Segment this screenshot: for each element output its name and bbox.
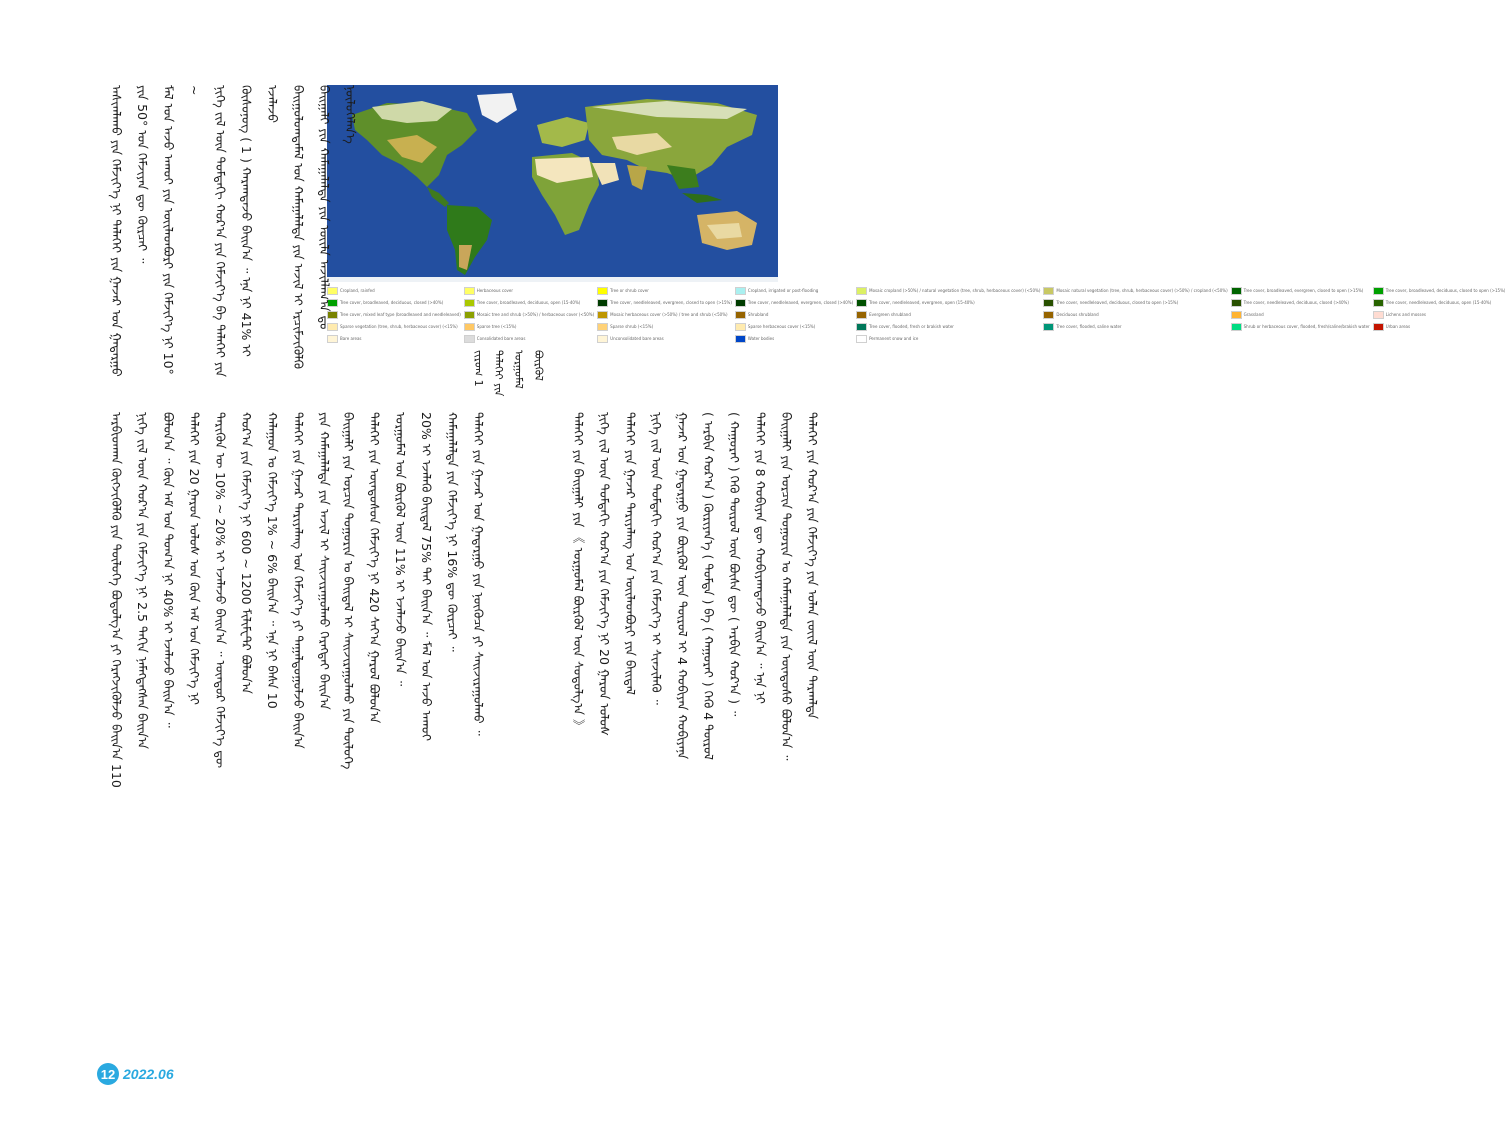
legend-swatch — [464, 323, 475, 331]
legend-item — [1231, 285, 1370, 296]
legend-label: Permanent snow and ice — [869, 336, 919, 341]
legend-label: Lichens and mosses — [1385, 312, 1426, 317]
legend-label: Tree cover, broadleaved, deciduous, closed to open (>15%) — [1385, 288, 1505, 293]
legend-swatch — [856, 299, 867, 307]
legend-item — [464, 285, 594, 296]
legend-label: Consolidated bare areas — [476, 336, 526, 341]
legend-label: Tree cover, needleleaved, evergreen, closed (>40%) — [747, 300, 854, 305]
legend-item — [856, 309, 1040, 320]
legend-swatch — [597, 323, 608, 331]
world-land-cover-map — [327, 85, 778, 282]
legend-label: Sparse shrub (<15%) — [610, 324, 654, 329]
legend-swatch — [597, 335, 608, 343]
legend-item — [327, 285, 461, 296]
legend-label: Tree cover, needleleaved, evergreen, closed to open (>15%) — [610, 300, 732, 305]
text-column-top: ᠠᠰᠢᠭᠯᠠᠬᠤ ᠶᠢᠨ ᠬᠡᠮᠵᠢᠶ᠎ᠡ ᠨᠢ ᠳᠡᠯᠡᠬᠡᠢ ᠶᠢᠨ ᠭᠠᠵᠠᠷ ᠤᠨ ᠭᠠᠳᠠᠷᠭᠤ ᠶᠢᠨ 50° ᠤᠨ ᠬᠡᠮᠵᠢᠶᠡᠨ ᠳᠦ ᠬᠦᠷᠴᠡᠢ ᠃ ᠮᠠᠯ ᠤᠨ ᠠᠵᠤ ᠠᠬᠤᠢ ᠶᠢᠨ ᠦᠢᠯᠡᠳᠪᠦᠷᠢ ᠶᠢᠨ ᠬᠡᠮᠵᠢᠶ᠎ᠡ ᠨᠢ 10° ~ ᠨᠢᠭᠡ ᠵᠢᠯ ᠦᠨ ᠳᠤᠮᠳᠠᠬᠢ ᠬᠤᠷ᠎ᠠ ᠶᠢᠨ ᠬᠡᠮᠵᠢᠶ᠎ᠡ ᠪᠠ ᠳᠡᠯᠡᠬᠡᠢ ᠶᠢᠨ ᠬᠦᠰᠦᠨᠦᠭ ( 1 ) ᠬᠠᠷᠠᠭᠳᠠᠵᠤ ᠪᠠᠢᠨ᠎ᠠ ᠃ ᠡᠨᠡ ᠨᠢ 41% ᠢ ᠡᠵᠡᠯᠡᠵᠦ ᠪᠠᠢᠭᠤᠯᠤᠭᠳᠠᠮᠠᠯ ᠤᠨ ᠬᠠᠮᠠᠭᠠᠯᠠᠯᠲᠠ ᠶᠢᠨ ᠠᠵᠢᠯ ᠢ ᠡᠷᠴᠢᠮᠵᠢᠭᠦᠯᠬᠦ ᠪᠠᠢᠭᠠᠯᠢ ᠶᠢᠨ ᠬᠠᠮᠠᠭᠠᠯᠠᠯᠲᠠ ᠶᠢᠨ ᠦᠢᠯᠡ ᠠᠵᠢᠯᠯᠠᠭ᠎ᠠ ᠳᠤ ᠨᠥᠯᠦᠭᠡᠯᠡᠨ᠎ᠡ — [109, 85, 358, 377]
legend-item — [464, 333, 594, 344]
legend-swatch — [735, 299, 746, 307]
legend-swatch — [597, 287, 608, 295]
legend-label: Grassland — [1243, 312, 1264, 317]
legend-item — [597, 333, 732, 344]
legend-label: Tree cover, broadleaved, deciduous, closed (>40%) — [340, 300, 444, 305]
legend-label: Cropland, rainfed — [340, 288, 375, 293]
legend-label: Evergreen shrubland — [869, 312, 911, 317]
legend-swatch — [856, 311, 867, 319]
legend-item — [597, 297, 732, 308]
legend-label: Tree cover, broadleaved, evergreen, closed to open (>15%) — [1243, 288, 1364, 293]
legend-swatch — [597, 311, 608, 319]
legend-swatch — [464, 299, 475, 307]
legend-label: Sparse herbaceous cover (<15%) — [747, 324, 816, 329]
legend-swatch — [1231, 287, 1242, 295]
legend-item — [327, 321, 461, 332]
figure-caption: ᠵᠢᠷᠤᠭ 1 ᠳᠡᠯᠡᠬᠡᠢ ᠶᠢᠨ ᠤᠷᠭᠤᠮᠠᠯ ᠪᠦᠷᠬᠦᠯ — [472, 350, 545, 400]
legend-swatch — [735, 287, 746, 295]
legend-swatch — [1373, 323, 1384, 331]
legend-item — [597, 321, 732, 332]
legend-swatch — [464, 311, 475, 319]
legend-swatch — [735, 323, 746, 331]
legend-item — [1373, 309, 1505, 320]
page-footer — [97, 1060, 174, 1088]
legend-swatch — [1373, 311, 1384, 319]
legend-swatch — [327, 335, 338, 343]
legend-item — [735, 309, 853, 320]
legend-label: Sparse tree (<15%) — [476, 324, 517, 329]
legend-swatch — [735, 335, 746, 343]
legend-swatch — [1043, 299, 1054, 307]
land-cover-figure — [327, 85, 1505, 348]
legend-item — [1043, 309, 1227, 320]
legend-item — [597, 309, 732, 320]
legend-swatch — [464, 287, 475, 295]
legend-swatch — [856, 335, 867, 343]
legend-item — [1231, 297, 1370, 308]
legend-item — [597, 285, 732, 296]
legend-item — [735, 321, 853, 332]
legend-swatch — [1043, 323, 1054, 331]
legend-label: Tree cover, needleleaved, evergreen, open (15-40%) — [869, 300, 975, 305]
legend-item — [735, 333, 853, 344]
legend-swatch — [1043, 311, 1054, 319]
text-column-right: ᠳᠡᠯᠡᠬᠡᠢ ᠶᠢᠨ ᠪᠠᠢᠭᠠᠯᠢ ᠶᠢᠨ 《 ᠤᠷᠭᠤᠮᠠᠯ ᠪᠦᠷᠬᠦᠯ ᠦᠨ ᠰᠤᠳᠤᠯᠭ᠎ᠠ 》 ᠨᠢᠭᠡ ᠵᠢᠯ ᠦᠨ ᠳᠤᠮᠳᠠᠬᠢ ᠬᠤᠷ᠎ᠠ ᠶᠢᠨ ᠬᠡᠮᠵᠢᠶ᠎ᠡ ᠨᠢ 20 ᠭᠠᠷᠤᠨ ᠤᠯᠤᠰ ᠳᠡᠯᠡᠬᠡᠢ ᠶᠢᠨ ᠭᠠᠵᠠᠷ ᠲᠠᠷᠢᠶᠠᠯᠠᠩ ᠤᠨ ᠦᠢᠯᠡᠳᠪᠦᠷᠢ ᠶᠢᠨ ᠪᠠᠢᠳᠠᠯ ᠨᠢᠭᠡ ᠵᠢᠯ ᠦᠨ ᠳᠤᠮᠳᠠᠬᠢ ᠬᠤᠷ᠎ᠠ ᠶᠢᠨ ᠬᠡᠮᠵᠢᠶ᠎ᠡ ᠢ ᠰᠢᠨᠵᠢᠯᠡᠬᠦ ᠃ ᠭᠠᠵᠠᠷ ᠤᠨ ᠭᠠᠳᠠᠷᠭᠤ ᠶᠢᠨ ᠪᠦᠷᠬᠦᠯ ᠦᠨ ᠲᠥᠷᠦᠯ ᠢ 4 ᠬᠤᠪᠢᠶᠠᠨ ᠬᠤᠪᠢᠶᠠᠨᠠ ( ᠠᠷᠪᠢᠨ ᠬᠤᠷ᠎ᠠ ) ᠬᠦᠷᠢᠶᠡᠨ᠎ᠡ ( ᠳᠤᠮᠳᠠ ) ᠪᠠ ( ᠬᠠᠭᠤᠷᠠᠢ ) ᠭᠡᠬᠦ 4 ᠲᠥᠷᠦᠯ ( ᠬᠠᠭᠤᠷᠠᠢ ) ᠭᠡᠬᠦ ᠲᠥᠷᠦᠯ ᠦᠨ ᠪᠦᠰᠡ ᠳᠦ ( ᠠᠷᠪᠢᠨ ᠬᠤᠷ᠎ᠠ ) ᠃ ᠳᠡᠯᠡᠬᠡᠢ ᠶᠢᠨ 8 ᠬᠤᠪᠢᠶᠠᠨ ᠳᠦ ᠬᠤᠪᠢᠶᠠᠭᠳᠠᠵᠤ ᠪᠠᠢᠨ᠎ᠠ ᠃ ᠡᠨᠡ ᠨᠢ ᠪᠠᠢᠭᠠᠯᠢ ᠶᠢᠨ ᠣᠷᠴᠢᠨ ᠲᠣᠭᠤᠷᠢᠨ ᠤ ᠬᠠᠮᠠᠭᠠᠯᠠᠯᠲᠠ ᠶᠢᠨ ᠦᠨᠳᠦᠰᠦ ᠪᠣᠯᠤᠨ᠎ᠠ ᠃ ᠳᠡᠯᠡᠬᠡᠢ ᠶᠢᠨ ᠬᠤᠷ᠎ᠠ ᠶᠢᠨ ᠬᠡᠮᠵᠢᠶ᠎ᠡ ᠶᠢᠨ ᠣᠯᠠᠨ ᠵᠦᠢᠯ ᠦᠨ ᠲᠠᠷᠬᠠᠯᠲᠠ — [571, 412, 820, 761]
legend-label: Bare areas — [340, 336, 362, 341]
legend-label: Unconsolidated bare areas — [610, 336, 664, 341]
legend-label: Cropland, irrigated or post-flooding — [747, 288, 819, 293]
world-map-graphic — [327, 85, 778, 282]
legend-item — [1373, 285, 1505, 296]
legend-label: Herbaceous cover — [476, 288, 514, 293]
legend-label: Mosaic natural vegetation (tree, shrub, herbaceous cover) (>50%) / cropland (<50%) — [1056, 288, 1228, 293]
legend-label: Urban areas — [1385, 324, 1411, 329]
legend-swatch — [856, 287, 867, 295]
legend-item — [856, 333, 1040, 344]
legend-label: Water bodies — [747, 336, 775, 341]
legend-item — [327, 297, 461, 308]
legend-swatch — [735, 311, 746, 319]
legend-item — [856, 297, 1040, 308]
legend-item — [1373, 297, 1505, 308]
legend-label: Mosaic herbaceous cover (>50%) / tree and shrub (<50%) — [610, 312, 728, 317]
legend-label: Shrub or herbaceous cover, flooded, fresh/saline/brakish water — [1243, 324, 1370, 329]
legend-swatch — [1373, 287, 1384, 295]
legend-item — [735, 297, 853, 308]
legend-label: Tree cover, needleleaved, deciduous, closed (>40%) — [1243, 300, 1349, 305]
legend-item — [1231, 309, 1370, 320]
legend-label: Tree cover, mixed leaf type (broadleaved and needleleaved) — [340, 312, 461, 317]
legend-label: Mosaic cropland (>50%) / natural vegetation (tree, shrub, herbaceous cover) (<50%) — [869, 288, 1041, 293]
legend-item — [735, 285, 853, 296]
page-number-badge: 12 — [97, 1063, 119, 1085]
legend-item — [1373, 321, 1505, 332]
legend-label: Shrubland — [747, 312, 769, 317]
legend-swatch — [1231, 311, 1242, 319]
legend-item — [1043, 321, 1227, 332]
legend-label: Tree cover, flooded, saline water — [1056, 324, 1122, 329]
legend-label: Mosaic tree and shrub (>50%) / herbaceous cover (<50%) — [476, 312, 595, 317]
legend-item — [327, 333, 461, 344]
legend-item — [1043, 297, 1227, 308]
legend-swatch — [1043, 287, 1054, 295]
legend-item — [856, 285, 1040, 296]
legend-swatch — [1373, 299, 1384, 307]
legend-swatch — [856, 323, 867, 331]
legend-swatch — [597, 299, 608, 307]
legend-item — [1231, 321, 1370, 332]
legend-item — [464, 309, 594, 320]
legend-item — [464, 321, 594, 332]
legend-swatch — [464, 335, 475, 343]
legend-swatch — [1231, 299, 1242, 307]
legend-label: Tree or shrub cover — [610, 288, 649, 293]
legend-swatch — [1231, 323, 1242, 331]
legend-label: Tree cover, flooded, fresh or brakish water — [869, 324, 954, 329]
legend-item — [1043, 285, 1227, 296]
map-legend — [327, 285, 1505, 345]
legend-label: Deciduous shrubland — [1056, 312, 1099, 317]
legend-label: Tree cover, needleleaved, deciduous, closed to open (>15%) — [1056, 300, 1179, 305]
legend-item — [327, 309, 461, 320]
legend-label: Tree cover, broadleaved, deciduous, open (15-40%) — [476, 300, 581, 305]
issue-date: 2022.06 — [123, 1066, 174, 1082]
legend-label: Tree cover, needleleaved, deciduous, open (15-40%) — [1385, 300, 1492, 305]
legend-item — [464, 297, 594, 308]
legend-label: Sparse vegetation (tree, shrub, herbaceous cover) (<15%) — [340, 324, 458, 329]
legend-item — [856, 321, 1040, 332]
text-column-left: ᠠᠷᠪᠢᠳᠬᠠᠨ ᠬᠦᠭᠵᠢᠭᠦᠯᠬᠦ ᠶᠢᠨ ᠲᠦᠯᠦᠭᠡ ᠪᠣᠳᠣᠯᠭ᠎ᠠ ᠶᠢ ᠬᠡᠷᠡᠭᠵᠢᠭᠦᠯᠵᠦ ᠪᠠᠢᠨ᠎ᠠ 110 ᠨᠢᠭᠡ ᠵᠢᠯ ᠦᠨ ᠬᠤᠷ᠎ᠠ ᠶᠢᠨ ᠬᠡᠮᠵᠢᠶ᠎ᠡ ᠨᠢ 2.5 ᠳᠠᠬᠢᠨ ᠨᠡᠮᠡᠭᠳᠡᠭᠰᠡᠨ ᠪᠠᠢᠨ᠎ᠠ ᠪᠣᠯᠤᠨ᠎ᠠ ᠃ ᠬᠦᠨ ᠠᠮ ᠤᠨ ᠲᠣᠭ᠎ᠠ ᠨᠢ 40% ᠢ ᠡᠵᠡᠯᠡᠵᠦ ᠪᠠᠢᠨ᠎ᠠ ᠃ ᠳᠡᠯᠡᠬᠡᠢ ᠶᠢᠨ 20 ᠭᠠᠷᠤᠨ ᠤᠯᠤᠰ ᠤᠨ ᠬᠦᠨ ᠠᠮ ᠤᠨ ᠬᠡᠮᠵᠢᠶ᠎ᠡ ᠨᠢ ᠲᠡᠷᠢᠭᠦᠨ ᠦ 10% ~ 20% ᠢ ᠡᠵᠡᠯᠡᠵᠦ ᠪᠠᠢᠨ᠎ᠠ ᠃ ᠦᠨᠳᠦᠷ ᠬᠡᠮᠵᠢᠶ᠎ᠡ ᠳᠦ ᠬᠤᠷ᠎ᠠ ᠶᠢᠨ ᠬᠡᠮᠵᠢᠶ᠎ᠡ ᠨᠢ 600 ~ 1200 ᠮᠢᠯᠢᠮᠧᠲᠷ ᠪᠣᠯᠤᠨ᠎ᠠ ᠬᠠᠯᠠᠭᠤᠨ ᠤ ᠬᠡᠮᠵᠢᠶ᠎ᠡ 1% ~ 6% ᠪᠠᠢᠨ᠎ᠠ ᠃ ᠡᠨᠡ ᠨᠢ ᠪᠠᠰᠠ 10 ᠳᠡᠯᠡᠬᠡᠢ ᠶᠢᠨ ᠭᠠᠵᠠᠷ ᠲᠠᠷᠢᠶᠠᠯᠠᠩ ᠤᠨ ᠬᠡᠮᠵᠢᠶ᠎ᠡ ᠶᠢ ᠳᠠᠭᠠᠯᠳᠤᠭᠤᠯᠵᠤ ᠪᠠᠢᠨ᠎ᠠ ᠶᠢᠨ ᠬᠠᠮᠠᠭᠠᠯᠠᠯᠲᠠ ᠶᠢᠨ ᠠᠵᠢᠯ ᠢ ᠰᠠᠢᠵᠢᠷᠠᠭᠤᠯᠬᠤ ᠬᠡᠷᠡᠭᠲᠡᠢ ᠪᠠᠢᠨ᠎ᠠ — [109, 412, 332, 788]
text-column-middle: ᠪᠠᠢᠭᠠᠯᠢ ᠶᠢᠨ ᠣᠷᠴᠢᠨ ᠲᠣᠭᠤᠷᠢᠨ ᠤ ᠪᠠᠢᠳᠠᠯ ᠢ ᠰᠠᠢᠵᠢᠷᠠᠭᠤᠯᠬᠤ ᠶᠢᠨ ᠲᠥᠯᠥᠭᠡ ᠳᠡᠯᠡᠬᠡᠢ ᠶᠢᠨ ᠦᠨᠳᠦᠰᠦᠨ ᠬᠡᠮᠵᠢᠶ᠎ᠡ ᠨᠢ 420 ᠰᠠᠶ᠎ᠠ ᠭᠠᠷᠤᠯ ᠪᠣᠯᠤᠨ᠎ᠠ ᠤᠷᠭᠤᠮᠠᠯ ᠤᠨ ᠪᠦᠷᠬᠦᠯ ᠦᠨ 11% ᠢ ᠡᠵᠡᠯᠡᠵᠦ ᠪᠠᠢᠨ᠎ᠠ ᠃ 20% ᠢ ᠡᠵᠡᠯᠡᠬᠦ ᠪᠠᠢᠳᠠᠯ 75% ᠲᠠᠢ ᠪᠠᠢᠨ᠎ᠠ ᠃ ᠮᠠᠯ ᠤᠨ ᠠᠵᠤ ᠠᠬᠤᠢ ᠬᠠᠮᠠᠭᠠᠯᠠᠯᠲᠠ ᠶᠢᠨ ᠬᠡᠮᠵᠢᠶ᠎ᠡ ᠨᠢ 16% ᠳᠦ ᠬᠦᠷᠴᠡᠢ ᠃ ᠳᠡᠯᠡᠬᠡᠢ ᠶᠢᠨ ᠭᠠᠵᠠᠷ ᠤᠨ ᠭᠠᠳᠠᠷᠭᠤ ᠶᠢᠨ ᠨᠥᠭᠦᠴᠡ ᠶᠢ ᠰᠠᠢᠵᠢᠷᠠᠭᠤᠯᠬᠤ ᠃ — [341, 412, 486, 770]
